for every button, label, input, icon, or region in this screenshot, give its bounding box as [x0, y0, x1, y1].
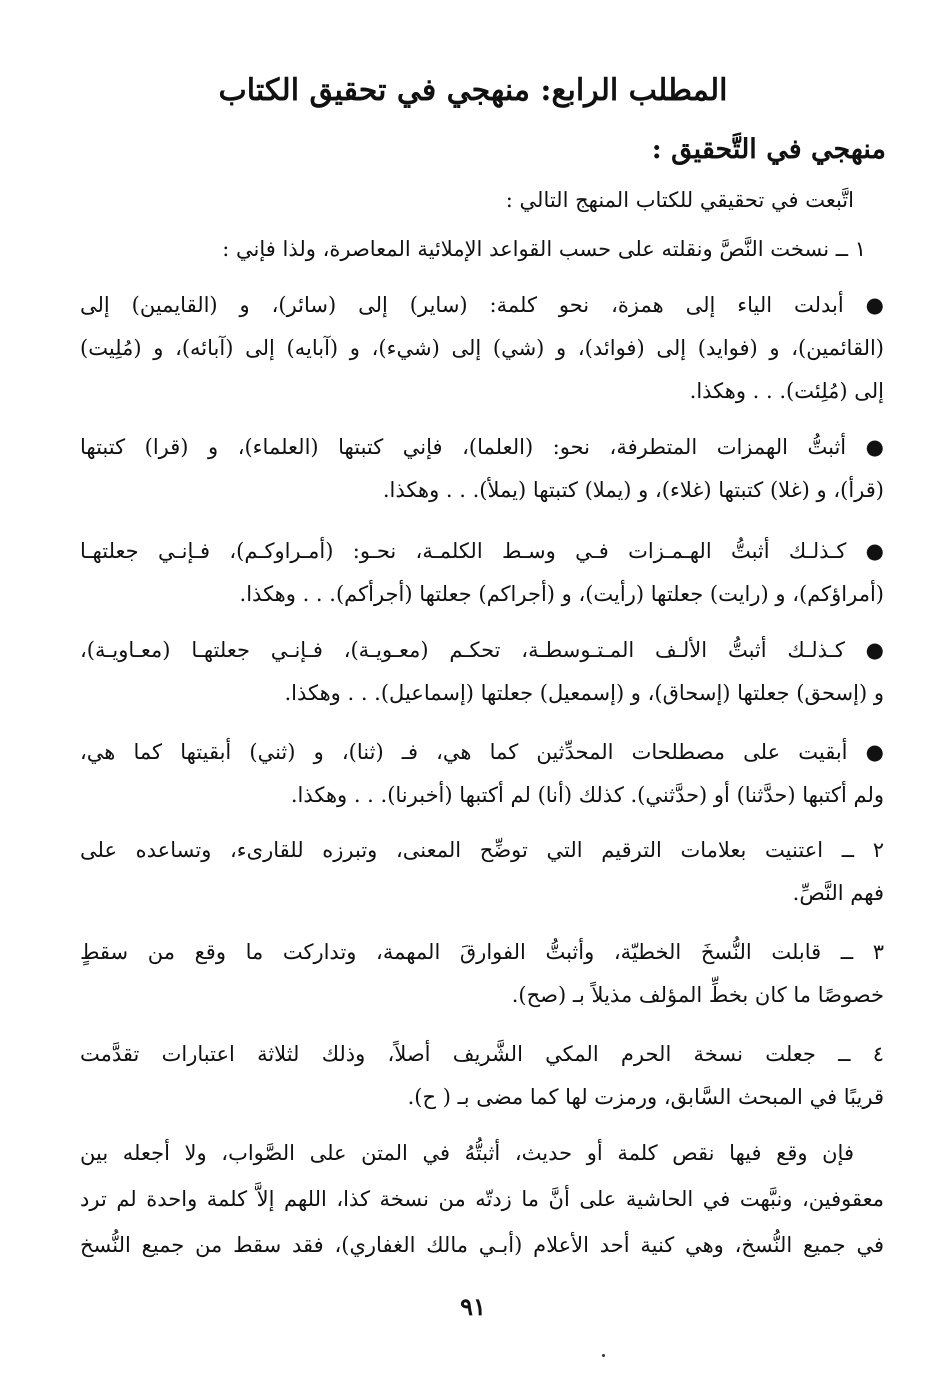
- bullet-1-line-2: (القائمين)، و (فوايد) إلى (فوائد)، و (شي) إلى (شيء)، و (آبايه) إلى (آبائه)، و (مُلِيت): [80, 336, 884, 360]
- bullet-5-line-1: ● أبقيت على مصطلحات المحدِّثين كما هي، فـ (ثنا)، و (ثني) أبقيتها كما هي،: [80, 740, 884, 764]
- bullet-1-line-1: ● أبدلت الياء إلى همزة، نحو كلمة: (ساير) إلى (سائر)، و (القايمين) إلى: [80, 293, 884, 317]
- item-4-line-2: قريبًا في المبحث السَّابق، ورمزت لها كما مضى بـ ( ح).: [407, 1085, 884, 1109]
- section-heading: منهجي في التَّحقيق :: [651, 134, 886, 165]
- paragraph-line-2: معقوفين، ونبَّهت في الحاشية على أنَّ ما زدتّه من نسخة كذا، اللهم إلاَّ كلمة واحدة لم ترد: [80, 1187, 884, 1211]
- item-1-line: ١ ــ نسخت النَّصَّ ونقلته على حسب القواعد الإملائية المعاصرة، ولذا فإني :: [222, 237, 866, 261]
- item-3-line-1: ٣ ــ قابلت النُّسخَ الخطيّة، وأثبتُّ الفوارقَ المهمة، وتداركت ما وقع من سقطٍ: [80, 940, 884, 964]
- bullet-2-line-1: ● أثبتُّ الهمزات المتطرفة، نحو: (العلما)، فإني كتبتها (العلماء)، و (قرا) كتبتها: [80, 435, 884, 459]
- paragraph-line-1: فإن وقع فيها نقص كلمة أو حديث، أثبتُّهُ في المتن على الصَّواب، ولا أجعله بين: [80, 1141, 854, 1165]
- page-title: المطلب الرابع: منهجي في تحقيق الكتاب: [218, 73, 728, 108]
- bullet-4-line-1: ● كـذلـك أثبتُّ الألـف المـتـوسطـة، تحكـم (معـويـة)، فـإنـي جعلتهـا (معـاويـة)،: [80, 638, 884, 662]
- item-3-line-2: خصوصًا ما كان بخطِّ المؤلف مذيلاً بـ (صح).: [511, 983, 884, 1007]
- bullet-4-line-2: و (إسحق) جعلتها (إسحاق)، و (إسمعيل) جعلتها (إسماعيل). . . وهكذا.: [284, 681, 884, 705]
- item-4-line-1: ٤ ــ جعلت نسخة الحرم المكي الشَّريف أصلاً، وذلك لثلاثة اعتبارات تقدَّمت: [80, 1042, 884, 1066]
- intro-line: اتَّبعت في تحقيقي للكتاب المنهج التالي :: [505, 188, 854, 212]
- scan-speck: [602, 1354, 605, 1357]
- bullet-2-line-2: (قرأ)، و (غلا) كتبتها (غلاء)، و (يملا) كتبتها (يملأ). . . وهكذا.: [382, 478, 884, 502]
- bullet-3-line-1: ● كـذلـك أثبتُّ الهـمـزات فـي وسـط الكلمـة، نحـو: (أمـراوكـم)، فـإنـي جعلتهـا: [80, 539, 884, 563]
- paragraph-line-3: في جميع النُّسخ، وهي كنية أحد الأعلام (أبـي مالك الغفاري)، فقد سقط من جميع النُّسخ: [80, 1233, 884, 1257]
- page-number: ٩١: [460, 1292, 486, 1321]
- item-2-line-1: ٢ ــ اعتنيت بعلامات الترقيم التي توضِّح المعنى، وتبرزه للقارىء، وتساعده على: [80, 838, 884, 862]
- bullet-3-line-2: (أمراؤكم)، و (رايت) جعلتها (رأيت)، و (أجراكم) جعلتها (أجرأكم). . . وهكذا.: [239, 582, 884, 606]
- item-2-line-2: فهم النَّصِّ.: [792, 881, 884, 905]
- bullet-1-line-3: إلى (مُلِئت). . . وهكذا.: [689, 379, 884, 403]
- bullet-5-line-2: ولم أكتبها (حدَّثنا) أو (حدَّثني). كذلك (أنا) لم أكتبها (أخبرنا). . . وهكذا.: [290, 783, 884, 807]
